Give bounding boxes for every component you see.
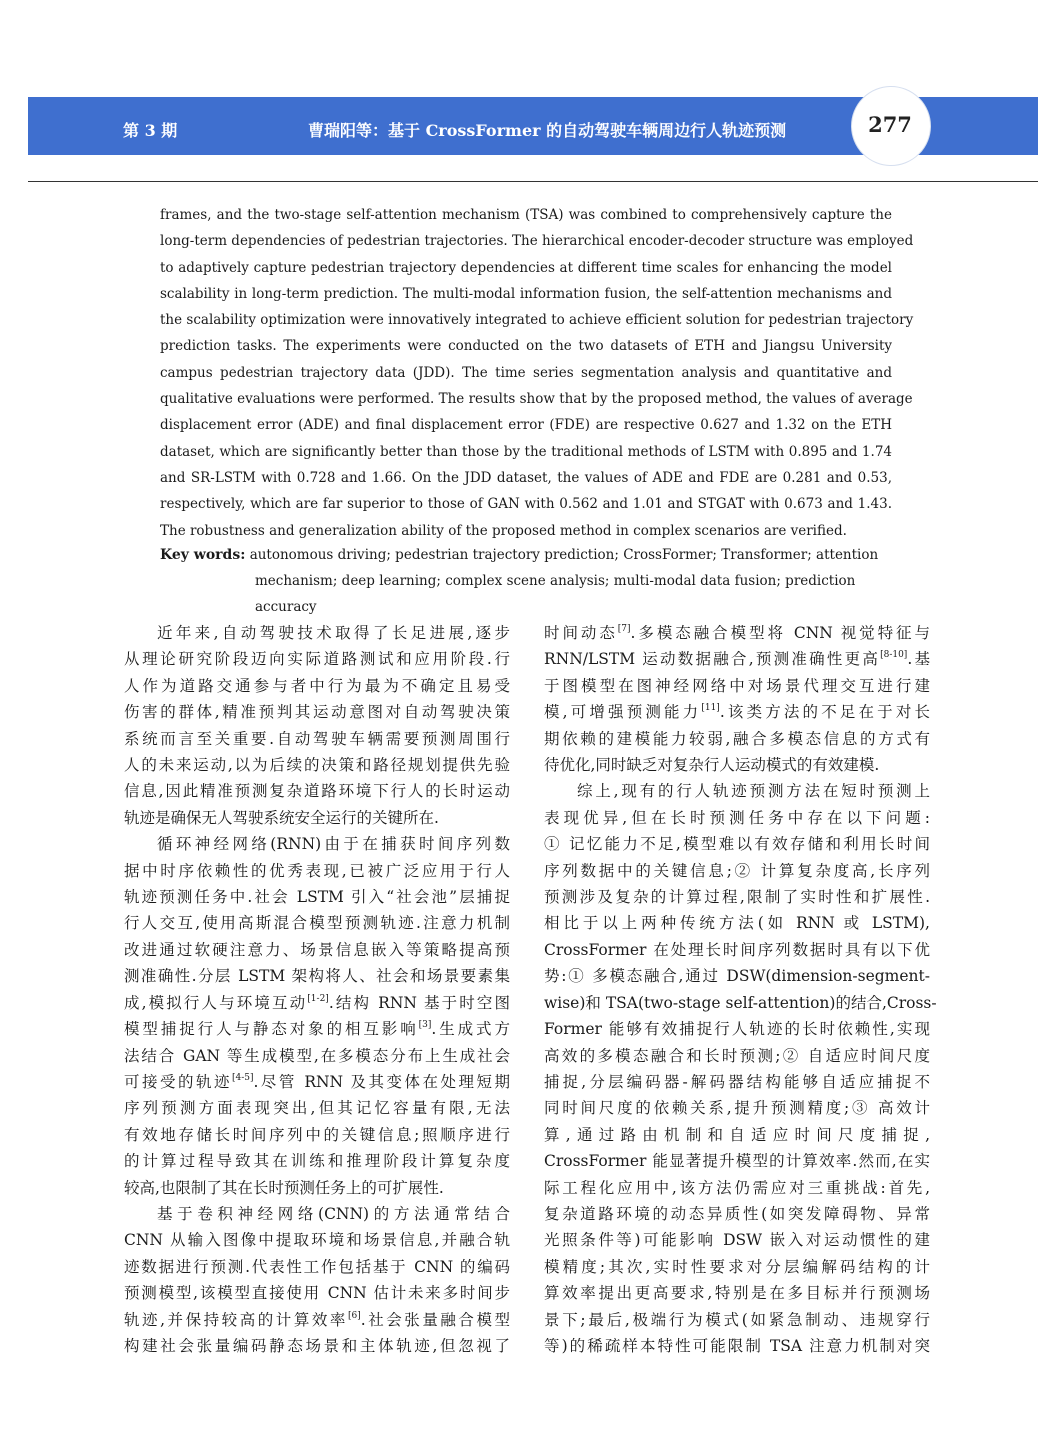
body-line: 期依赖的建模能力较弱,融合多模态信息的方式有 — [544, 729, 930, 748]
body-line: 人作为道路交通参与者中行为最为不确定且易受 — [124, 676, 510, 695]
body-left-column — [124, 620, 510, 1359]
keywords-text-1: autonomous driving; pedestrian trajectory prediction; CrossFormer; Transformer; attention — [249, 547, 879, 563]
body-line: 成,模拟行人与环境互动[1-2].结构 RNN 基于时空图 — [124, 993, 511, 1012]
body-line: 模型捕捉行人与静态对象的相互影响[3].生成式方 — [124, 1020, 510, 1039]
body-line: CrossFormer 在处理长时间序列数据时具有以下优 — [544, 940, 930, 959]
citation-ref: [4-5] — [231, 1072, 254, 1083]
body-line: ① 记忆能力不足,模型难以有效存储和利用长时间 — [544, 835, 930, 854]
body-line: 系统而言至关重要.自动驾驶车辆需要预测周围行 — [124, 729, 510, 748]
abstract-line: prediction tasks. The experiments were conducted on the two datasets of ETH and Jiangsu University — [160, 338, 892, 355]
body-line: 算,通过路由机制和自适应时间尺度捕捉, — [544, 1125, 930, 1144]
body-line: 行人交互,使用高斯混合模型预测轨迹.注意力机制 — [124, 914, 510, 933]
body-line: 法结合 GAN 等生成模型,在多模态分布上生成社会 — [124, 1046, 510, 1065]
body-line: 信息,因此精准预测复杂道路环境下行人的长时运动 — [124, 782, 510, 801]
body-line: 预测模型,该模型直接使用 CNN 估计未来多时间步 — [124, 1284, 510, 1303]
body-line: 模精度;其次,实时性要求对分层编解码结构的计 — [544, 1257, 930, 1276]
issue-label: 第 3 期 — [123, 121, 178, 140]
body-line: 预测涉及复杂的计算过程,限制了实时性和扩展性. — [544, 888, 930, 907]
body-line: 伤害的群体,精准预判其运动意图对自动驾驶决策 — [124, 703, 510, 722]
body-line: 表现优异,但在长时预测任务中存在以下问题: — [544, 808, 930, 827]
abstract-line: displacement error (ADE) and final displacement error (FDE) are respective 0.627 and 1.32 on the ETH — [160, 417, 892, 434]
abstract-line: and SR-LSTM with 0.728 and 1.66. On the JDD dataset, the values of ADE and FDE are 0.281 and 0.53, — [160, 469, 892, 486]
body-line: 综上,现有的行人轨迹预测方法在短时预测上 — [577, 782, 930, 801]
abstract-line: campus pedestrian trajectory data (JDD). The time series segmentation analysis and quantitative and — [160, 364, 892, 381]
keywords-label: Key words: — [160, 547, 246, 563]
citation-ref: [11] — [701, 703, 720, 714]
running-title: 曹瑞阳等：基于 CrossFormer 的自动驾驶车辆周边行人轨迹预测 — [308, 121, 787, 140]
body-line: 人的未来运动,以为后续的决策和路径规划提供先验 — [124, 756, 510, 775]
body-line: 有效地存储长时间序列中的关键信息;照顺序进行 — [124, 1125, 510, 1144]
body-line: 景下;最后,极端行为模式(如紧急制动、违规穿行 — [544, 1310, 930, 1329]
citation-ref: [3] — [418, 1020, 432, 1031]
body-line: CrossFormer 能显著提升模型的计算效率.然而,在实 — [544, 1152, 930, 1171]
citation-ref: [1-2] — [307, 993, 329, 1004]
body-line: 的计算过程导致其在训练和推理阶段计算复杂度 — [124, 1152, 510, 1171]
body-line: 模,可增强预测能力[11].该类方法的不足在于对长 — [544, 703, 930, 722]
body-line: 据中时序依赖性的优秀表现,已被广泛应用于行人 — [124, 861, 510, 880]
abstract-line: The robustness and generalization ability of the proposed method in complex scenarios are verified. — [160, 522, 847, 539]
body-line: 时间动态[7].多模态融合模型将 CNN 视觉特征与 — [544, 624, 930, 642]
body-line: RNN/LSTM 运动数据融合,预测准确性更高[8-10].基 — [544, 650, 930, 669]
citation-ref: [7] — [617, 624, 631, 634]
abstract-line: long-term dependencies of pedestrian trajectories. The hierarchical encoder-decoder structure was employed — [160, 233, 914, 250]
body-line: 于图模型在图神经网络中对场景代理交互进行建 — [544, 676, 930, 695]
body-line: 基于卷积神经网络(CNN)的方法通常结合 — [157, 1204, 510, 1223]
body-line: 迹数据进行预测.代表性工作包括基于 CNN 的编码 — [124, 1257, 510, 1276]
abstract-line: qualitative evaluations were performed. The results show that by the proposed method, the values of average — [160, 391, 913, 408]
body-line: 改进通过软硬注意力、场景信息嵌入等策略提高预 — [124, 940, 510, 959]
body-line: 捕捉,分层编码器-解码器结构能够自适应捕捉不 — [544, 1072, 930, 1091]
body-line: CNN 从输入图像中提取环境和场景信息,并融合轨 — [124, 1231, 510, 1250]
body-line: 轨迹,并保持较高的计算效率[6].社会张量融合模型 — [124, 1310, 510, 1329]
body-line: Former 能够有效捕捉行人轨迹的长时依赖性,实现 — [544, 1020, 930, 1039]
body-line: 势:① 多模态融合,通过 DSW(dimension-segment- — [544, 967, 930, 986]
body-line: 同时间尺度的依赖关系,提升预测精度;③ 高效计 — [544, 1099, 930, 1118]
page-number: 277 — [868, 112, 912, 137]
body-right-column — [544, 620, 937, 1359]
body-line: 算效率提出更高要求,特别是在多目标并行预测场 — [544, 1284, 930, 1303]
body-line: 轨迹是确保无人驾驶系统安全运行的关键所在. — [124, 808, 439, 827]
keywords-line-1 — [160, 542, 892, 568]
body-line: 轨迹预测任务中.社会 LSTM 引入“社会池”层捕捉 — [124, 888, 510, 907]
body-line: 高效的多模态融合和长时预测;② 自适应时间尺度 — [544, 1046, 930, 1065]
body-line: 相比于以上两种传统方法(如 RNN 或 LSTM), — [544, 914, 930, 933]
header-rule — [28, 181, 1038, 182]
body-line: 构建社会张量编码静态场景和主体轨迹,但忽视了 — [124, 1336, 510, 1355]
body-line: 复杂道路环境的动态异质性(如突发障碍物、异常 — [544, 1204, 930, 1223]
body-line: 近年来,自动驾驶技术取得了长足进展,逐步 — [157, 624, 510, 642]
body-line: wise)和 TSA(two-stage self-attention)的结合,Cross- — [544, 993, 937, 1012]
abstract-line: scalability in long-term prediction. The multi-modal information fusion, the self-attention mechanisms and — [160, 285, 892, 302]
abstract-line: respectively, which are far superior to those of GAN with 0.562 and 1.01 and STGAT with 0.673 and 1.43. — [160, 496, 892, 513]
body-line: 从理论研究阶段迈向实际道路测试和应用阶段.行 — [124, 650, 510, 669]
abstract-line: the scalability optimization were innovatively integrated to achieve efficient solution for pedestrian trajectory — [160, 312, 914, 329]
citation-ref: [8-10] — [880, 650, 908, 661]
abstract-line: dataset, which are significantly better than those by the traditional methods of LSTM with 0.895 and 1.74 — [160, 443, 892, 460]
body-line: 等)的稀疏样本特性可能限制 TSA 注意力机制对突 — [544, 1336, 930, 1355]
abstract-line: to adaptively capture pedestrian trajectory dependencies at different time scales for enhancing the model — [160, 259, 892, 276]
body-line: 循环神经网络(RNN)由于在捕获时间序列数 — [157, 835, 510, 854]
body-line: 序列数据中的关键信息;② 计算复杂度高,长序列 — [544, 861, 930, 880]
body-line: 测准确性.分层 LSTM 架构将人、社会和场景要素集 — [124, 967, 510, 986]
body-line: 际工程化应用中,该方法仍需应对三重挑战:首先, — [544, 1178, 930, 1197]
body-line: 待优化,同时缺乏对复杂行人运动模式的有效建模. — [544, 756, 880, 775]
abstract-line: frames, and the two-stage self-attention mechanism (TSA) was combined to comprehensively capture the — [160, 207, 892, 223]
body-line: 光照条件等)可能影响 DSW 嵌入对运动惯性的建 — [544, 1231, 930, 1250]
citation-ref: [6] — [347, 1310, 361, 1321]
body-line: 序列预测方面表现突出,但其记忆容量有限,无法 — [124, 1099, 510, 1118]
keywords-line-2: mechanism; deep learning; complex scene analysis; multi-modal data fusion; prediction accuracy — [255, 573, 856, 616]
body-line: 可接受的轨迹[4-5].尽管 RNN 及其变体在处理短期 — [124, 1072, 510, 1091]
body-line: 较高,也限制了其在长时预测任务上的可扩展性. — [124, 1178, 444, 1197]
abstract-body — [160, 202, 914, 544]
